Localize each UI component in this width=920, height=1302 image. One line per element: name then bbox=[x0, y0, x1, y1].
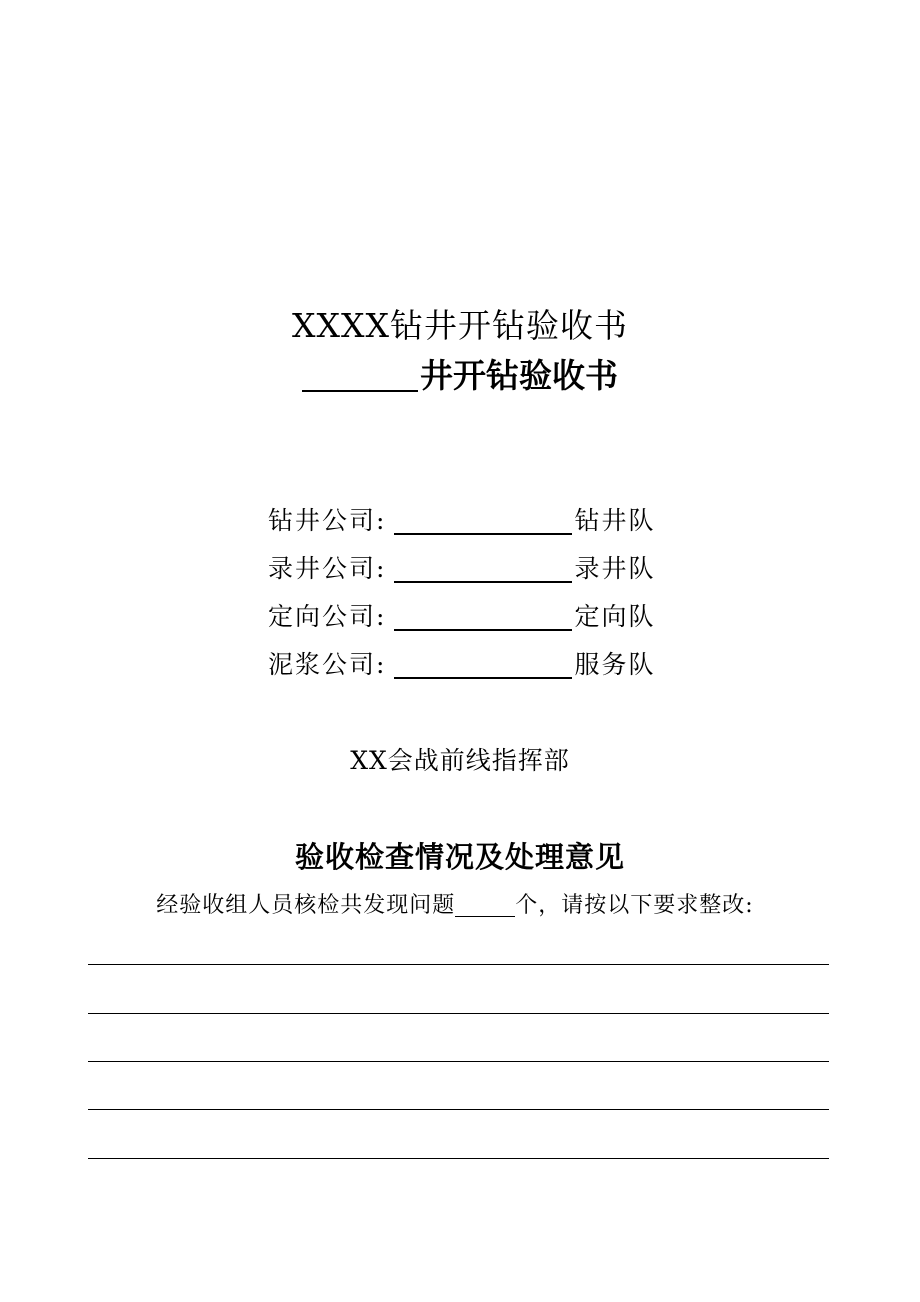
team-label: 服务队 bbox=[574, 650, 656, 679]
document-title: XXXX钻井开钻验收书 bbox=[292, 306, 628, 345]
writing-line[interactable] bbox=[88, 1158, 829, 1159]
writing-line[interactable] bbox=[88, 1061, 829, 1062]
inspection-intro-text: 经验收组人员核检共发现问题 bbox=[156, 893, 456, 918]
writing-line[interactable] bbox=[88, 1109, 829, 1110]
writing-line[interactable] bbox=[88, 1013, 829, 1014]
inspection-intro-text-end: 个，请按以下要求整改: bbox=[515, 893, 754, 918]
team-label: 录井队 bbox=[574, 554, 656, 583]
company-label: 录井公司: bbox=[268, 554, 387, 583]
company-row-logging bbox=[268, 551, 655, 587]
company-row-directional bbox=[268, 599, 655, 635]
company-label: 定向公司: bbox=[268, 602, 387, 631]
company-label: 泥浆公司: bbox=[268, 650, 387, 679]
well-name-blank[interactable] bbox=[302, 354, 418, 392]
company-name-blank[interactable] bbox=[394, 599, 572, 631]
inspection-heading: 验收检查情况及处理意见 bbox=[294, 840, 625, 874]
company-row-drilling bbox=[268, 503, 655, 539]
company-row-mud bbox=[268, 647, 655, 683]
issuing-headquarters: XX会战前线指挥部 bbox=[350, 746, 570, 775]
company-name-blank[interactable] bbox=[394, 647, 572, 679]
team-label: 钻井队 bbox=[574, 506, 656, 535]
issue-count-blank[interactable] bbox=[455, 888, 515, 917]
team-label: 定向队 bbox=[574, 602, 656, 631]
inspection-intro bbox=[0, 888, 910, 924]
well-name-title bbox=[0, 354, 920, 398]
company-name-blank[interactable] bbox=[394, 551, 572, 583]
well-name-title-text: 井开钻验收书 bbox=[420, 356, 618, 395]
company-name-blank[interactable] bbox=[394, 503, 572, 535]
company-label: 钻井公司: bbox=[268, 506, 387, 535]
writing-line[interactable] bbox=[88, 964, 829, 965]
